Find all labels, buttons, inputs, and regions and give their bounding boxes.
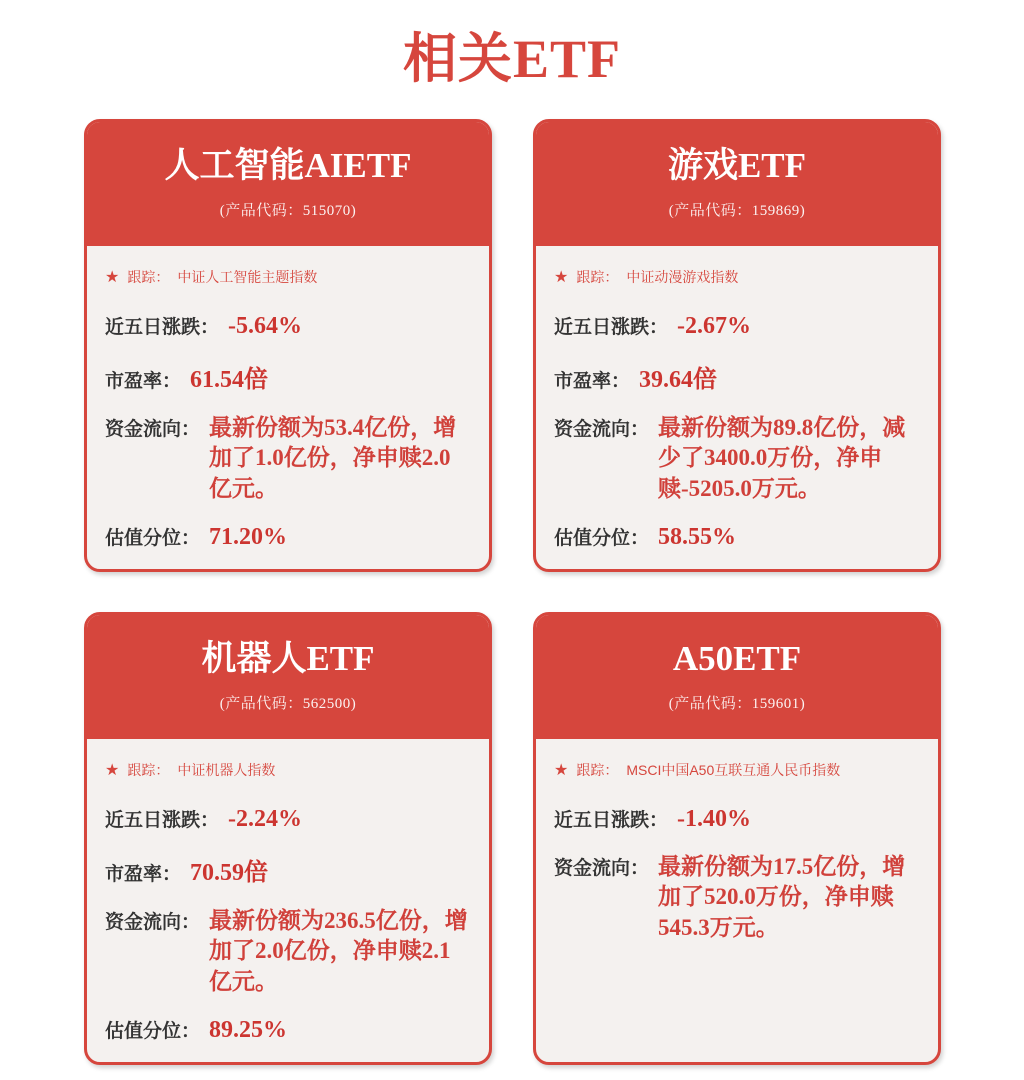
track-label: 跟踪： bbox=[127, 762, 170, 779]
product-code bbox=[546, 199, 928, 220]
valuation-value: 58.55% bbox=[658, 524, 737, 551]
card-header bbox=[536, 122, 938, 246]
card-body bbox=[87, 739, 489, 1062]
code-suffix: ) bbox=[350, 696, 357, 713]
code-suffix: ) bbox=[350, 203, 357, 220]
etf-cards-grid bbox=[0, 119, 1024, 1065]
pe-row bbox=[554, 359, 922, 394]
card-body bbox=[87, 246, 489, 569]
track-row bbox=[105, 267, 473, 287]
track-label: 跟踪： bbox=[576, 269, 619, 285]
card-body bbox=[536, 739, 938, 1062]
five-day-change-row bbox=[554, 312, 922, 340]
five-day-change-row bbox=[105, 805, 473, 833]
fund-flow-label: 资金流向： bbox=[105, 912, 201, 934]
card-header bbox=[536, 615, 938, 739]
five-day-change-row bbox=[105, 312, 473, 340]
fund-flow-row bbox=[105, 906, 473, 997]
pe-label: 市盈率： bbox=[105, 371, 182, 392]
pe-row bbox=[105, 359, 473, 394]
pe-unit: 倍 bbox=[244, 859, 269, 887]
card-body bbox=[536, 246, 938, 569]
valuation-row bbox=[105, 1016, 473, 1044]
etf-card-aietf bbox=[84, 119, 492, 572]
code-value: 562500 bbox=[302, 696, 351, 713]
fund-flow-value: 最新份额为17.5亿份，增加了520.0万份，净申赎545.3万元。 bbox=[658, 854, 906, 940]
star-icon: ★ bbox=[554, 762, 569, 780]
fund-flow-label: 资金流向： bbox=[105, 419, 201, 440]
code-prefix: (产品代码： bbox=[219, 696, 303, 713]
code-prefix: (产品代码： bbox=[668, 696, 752, 713]
code-value: 515070 bbox=[302, 203, 351, 220]
valuation-row bbox=[105, 523, 473, 551]
valuation-label: 估值分位： bbox=[105, 1021, 201, 1043]
product-code bbox=[546, 692, 928, 713]
five-day-change-label: 近五日涨跌： bbox=[105, 810, 220, 832]
five-day-change-value: -5.64% bbox=[228, 313, 303, 339]
pe-label: 市盈率： bbox=[554, 371, 631, 392]
etf-card-game bbox=[533, 119, 941, 572]
track-row bbox=[554, 760, 922, 780]
etf-name: 机器人ETF bbox=[201, 639, 375, 679]
fund-flow-label: 资金流向： bbox=[554, 858, 650, 880]
fund-flow-value: 最新份额为236.5亿份，增加了2.0亿份，净申赎2.1亿元。 bbox=[209, 908, 468, 994]
etf-name: 人工智能AIETF bbox=[164, 146, 412, 185]
five-day-change-value: -1.40% bbox=[677, 806, 752, 833]
track-row bbox=[105, 760, 473, 780]
code-prefix: (产品代码： bbox=[219, 203, 303, 220]
pe-value bbox=[190, 359, 268, 394]
fund-flow-value: 最新份额为53.4亿份，增加了1.0亿份，净申赎2.0亿元。 bbox=[209, 415, 457, 501]
valuation-row bbox=[554, 523, 922, 551]
page-title: 相关ETF bbox=[402, 29, 622, 89]
fund-flow-value: 最新份额为89.8亿份，减少了3400.0万份，净申赎-5205.0万元。 bbox=[658, 415, 906, 501]
code-value: 159601 bbox=[751, 696, 800, 713]
five-day-change-value: -2.67% bbox=[677, 313, 752, 339]
tracked-index-name: 中证人工智能主题指数 bbox=[177, 269, 318, 285]
valuation-label: 估值分位： bbox=[554, 528, 650, 550]
pe-number: 39.64 bbox=[639, 367, 694, 393]
five-day-change-row bbox=[554, 805, 922, 833]
tracked-index-name: 中证动漫游戏指数 bbox=[626, 269, 739, 285]
code-suffix: ) bbox=[799, 203, 806, 220]
fund-flow-row bbox=[554, 413, 922, 504]
valuation-value: 71.20% bbox=[209, 524, 288, 551]
card-header bbox=[87, 615, 489, 739]
code-value: 159869 bbox=[751, 203, 800, 220]
five-day-change-label: 近五日涨跌： bbox=[554, 810, 669, 832]
code-prefix: (产品代码： bbox=[668, 203, 752, 220]
card-header bbox=[87, 122, 489, 246]
track-label: 跟踪： bbox=[576, 762, 619, 779]
track-label: 跟踪： bbox=[127, 269, 170, 285]
pe-unit: 倍 bbox=[693, 366, 718, 393]
pe-label: 市盈率： bbox=[105, 864, 182, 886]
fund-flow-row bbox=[554, 852, 922, 943]
five-day-change-value: -2.24% bbox=[228, 806, 303, 833]
product-code bbox=[97, 692, 479, 713]
star-icon: ★ bbox=[105, 269, 120, 286]
product-code bbox=[97, 199, 479, 220]
valuation-value: 89.25% bbox=[209, 1017, 288, 1044]
pe-number: 70.59 bbox=[190, 860, 245, 887]
etf-name: A50ETF bbox=[672, 639, 802, 679]
etf-card-a50 bbox=[533, 612, 941, 1065]
track-row bbox=[554, 267, 922, 287]
pe-value bbox=[639, 359, 717, 394]
pe-unit: 倍 bbox=[244, 366, 269, 393]
pe-number: 61.54 bbox=[190, 367, 245, 393]
etf-name: 游戏ETF bbox=[667, 146, 807, 185]
etf-card-robot bbox=[84, 612, 492, 1065]
star-icon: ★ bbox=[554, 269, 569, 286]
fund-flow-label: 资金流向： bbox=[554, 419, 650, 440]
tracked-index-name: MSCI中国A50互联互通人民币指数 bbox=[626, 762, 841, 779]
pe-row bbox=[105, 852, 473, 887]
code-suffix: ) bbox=[799, 696, 806, 713]
valuation-label: 估值分位： bbox=[105, 528, 201, 550]
pe-value bbox=[190, 852, 268, 887]
five-day-change-label: 近五日涨跌： bbox=[105, 317, 220, 338]
five-day-change-label: 近五日涨跌： bbox=[554, 317, 669, 338]
fund-flow-row bbox=[105, 413, 473, 504]
tracked-index-name: 中证机器人指数 bbox=[177, 762, 276, 779]
star-icon: ★ bbox=[105, 762, 120, 780]
